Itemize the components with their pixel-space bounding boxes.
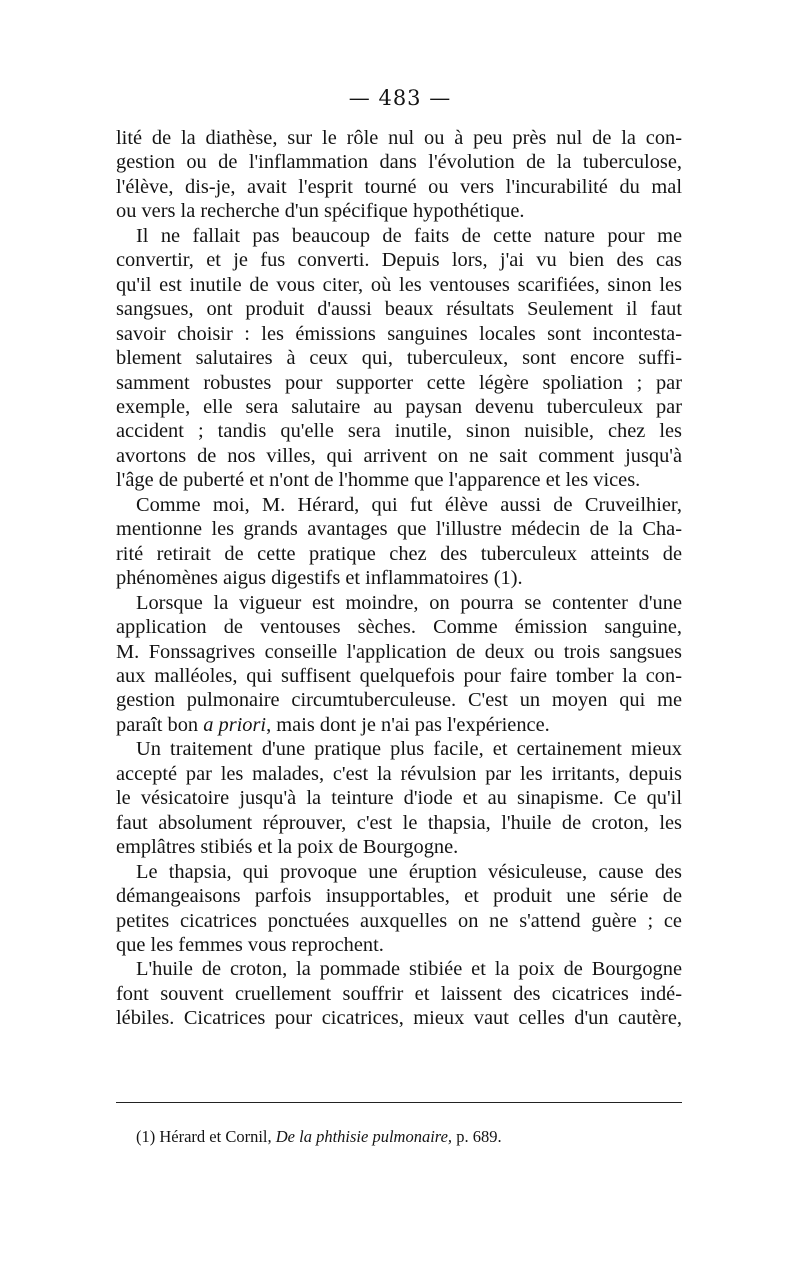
- text-line: petites cicatrices ponctuées auxquelles on ne s'attend guère ; ce: [116, 909, 682, 932]
- text-line: application de ventouses sèches. Comme émission sanguine,: [116, 616, 682, 639]
- paragraph: [116, 591, 682, 738]
- text-line: Il ne fallait pas beaucoup de faits de cette nature pour me: [136, 224, 682, 247]
- paragraph: [116, 957, 682, 1030]
- text-line: gestion pulmonaire circumtuberculeuse. C'est un moyen qui me: [116, 689, 682, 712]
- text-line: accident ; tandis qu'elle sera inutile, sinon nuisible, chez les: [116, 420, 682, 443]
- footnote: [136, 1127, 682, 1147]
- text-line: aux malléoles, qui suffisent quelquefois pour faire tomber la con-: [116, 664, 682, 687]
- text-line: ou vers la recherche d'un spécifique hypothétique.: [116, 200, 525, 223]
- page-number: — 483 —: [348, 86, 452, 110]
- text-line: sangsues, ont produit d'aussi beaux résultats Seulement il faut: [116, 298, 682, 321]
- text-line: L'huile de croton, la pommade stibiée et la poix de Bourgogne: [136, 958, 682, 981]
- text-line: gestion ou de l'inflammation dans l'évolution de la tuberculose,: [116, 151, 682, 174]
- footnote-page: p. 689.: [456, 1127, 502, 1146]
- footnote-authors: Hérard et Cornil,: [159, 1127, 272, 1146]
- text-line: démangeaisons parfois insupportables, et produit une série de: [116, 885, 682, 908]
- text-line: mentionne les grands avantages que l'illustre médecin de la Cha-: [116, 518, 682, 541]
- text-line: avortons de nos villes, qui arrivent on ne sait comment jusqu'à: [116, 444, 682, 467]
- body-text: [116, 126, 682, 1031]
- footnote-rule: [116, 1102, 682, 1103]
- text-line: le vésicatoire jusqu'à la teinture d'iode et au sinapisme. Ce qu'il: [116, 787, 682, 810]
- text-line: exemple, elle sera salutaire au paysan devenu tuberculeux par: [116, 395, 682, 418]
- text-line: phénomènes aigus digestifs et inflammatoires (1).: [116, 567, 523, 590]
- paragraph: [116, 126, 682, 224]
- footnote-marker: (1): [136, 1127, 156, 1146]
- text-line: l'âge de puberté et n'ont de l'homme que l'apparence et les vices.: [116, 469, 641, 492]
- text-line: paraît bon a priori, mais dont je n'ai pas l'expérience.: [116, 713, 550, 736]
- paragraph: [116, 860, 682, 958]
- text-line: Comme moi, M. Hérard, qui fut élève aussi de Cruveilhier,: [136, 493, 682, 516]
- text-line: Le thapsia, qui provoque une éruption vésiculeuse, cause des: [136, 860, 682, 883]
- text-line: blement salutaires à ceux qui, tuberculeux, sont encore suffi-: [116, 347, 682, 370]
- text-line: lébiles. Cicatrices pour cicatrices, mieux vaut celles d'un cautère,: [116, 1007, 682, 1030]
- text-line: M. Fonssagrives conseille l'application de deux ou trois sangsues: [116, 640, 682, 663]
- text-line: que les femmes vous reprochent.: [116, 933, 384, 956]
- text-line: convertir, et je fus converti. Depuis lors, j'ai vu bien des cas: [116, 249, 682, 272]
- text-line: Lorsque la vigueur est moindre, on pourra se contenter d'une: [136, 591, 682, 614]
- text-line: accepté par les malades, c'est la révulsion par les irritants, depuis: [116, 762, 682, 785]
- text-line: font souvent cruellement souffrir et laissent des cicatrices indé-: [116, 982, 682, 1005]
- text-line: lité de la diathèse, sur le rôle nul ou à peu près nul de la con-: [116, 127, 682, 149]
- paragraph: [116, 224, 682, 493]
- paragraph: [116, 737, 682, 859]
- footnote-title: De la phthisie pulmonaire,: [275, 1127, 453, 1146]
- text-line: faut absolument réprouver, c'est le thapsia, l'huile de croton, les: [116, 811, 682, 834]
- text-line: Un traitement d'une pratique plus facile, et certainement mieux: [136, 738, 682, 761]
- text-line: rité retirait de cette pratique chez des tuberculeux atteints de: [116, 542, 682, 565]
- text-line: emplâtres stibiés et la poix de Bourgogne.: [116, 836, 459, 859]
- text-line: qu'il est inutile de vous citer, où les ventouses scarifiées, sinon les: [116, 273, 682, 296]
- text-line: l'élève, dis-je, avait l'esprit tourné ou vers l'incurabilité du mal: [116, 175, 682, 198]
- paragraph: [116, 493, 682, 591]
- text-line: samment robustes pour supporter cette légère spoliation ; par: [116, 371, 682, 394]
- text-line: savoir choisir : les émissions sanguines locales sont incontesta-: [116, 322, 682, 345]
